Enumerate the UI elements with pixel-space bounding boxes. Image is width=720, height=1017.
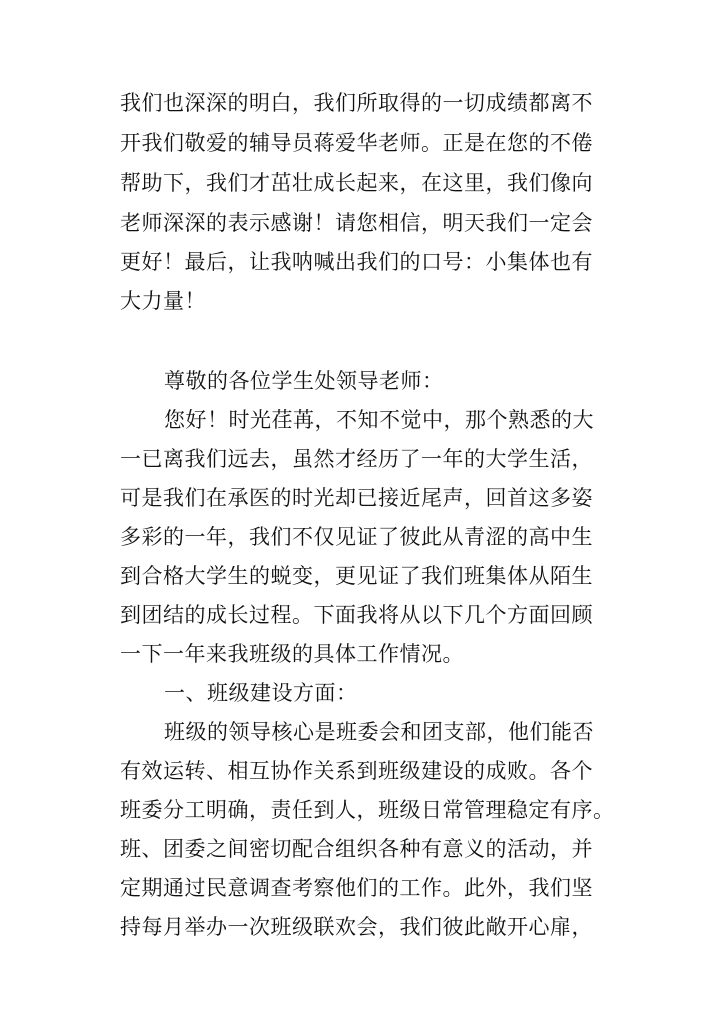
- paragraph-line: 班、团委之间密切配合组织各种有意义的活动，并: [120, 837, 593, 861]
- section-heading: 一、班级建设方面：: [164, 681, 358, 705]
- paragraph-line: 班委分工明确，责任到人，班级日常管理稳定有序。: [120, 798, 615, 822]
- paragraph-line: 持每月举办一次班级联欢会，我们彼此敞开心扉，: [120, 915, 593, 939]
- paragraph-line: 老师深深的表示感谢！请您相信，明天我们一定会: [120, 211, 593, 235]
- paragraph-line: 到团结的成长过程。下面我将从以下几个方面回顾: [120, 603, 593, 627]
- paragraph-line: 有效运转、相互协作关系到班级建设的成败。各个: [120, 759, 593, 783]
- paragraph-line: 到合格大学生的蜕变，更见证了我们班集体从陌生: [120, 564, 593, 588]
- paragraph-line: 开我们敬爱的辅导员蒋爱华老师。正是在您的不倦: [120, 131, 593, 155]
- paragraph-line: 更好！最后，让我呐喊出我们的口号：小集体也有: [120, 250, 593, 274]
- paragraph-line: 帮助下，我们才茁壮成长起来，在这里，我们像向: [120, 171, 593, 195]
- paragraph-line: 一下一年来我班级的具体工作情况。: [120, 642, 464, 666]
- paragraph-line: 定期通过民意调查考察他们的工作。此外，我们坚: [120, 876, 593, 900]
- paragraph-line: 大力量！: [120, 289, 206, 313]
- paragraph-line: 班级的领导核心是班委会和团支部，他们能否: [164, 720, 594, 744]
- paragraph-line: 您好！时光荏苒，不知不觉中，那个熟悉的大: [164, 408, 594, 432]
- paragraph-line: 可是我们在承医的时光却已接近尾声，回首这多姿: [120, 486, 593, 510]
- paragraph-line: 我们也深深的明白，我们所取得的一切成绩都离不: [120, 91, 593, 115]
- paragraph-line: 一已离我们远去，虽然才经历了一年的大学生活，: [120, 447, 593, 471]
- salutation: 尊敬的各位学生处领导老师：: [164, 369, 444, 393]
- paragraph-line: 多彩的一年，我们不仅见证了彼此从青涩的高中生: [120, 525, 593, 549]
